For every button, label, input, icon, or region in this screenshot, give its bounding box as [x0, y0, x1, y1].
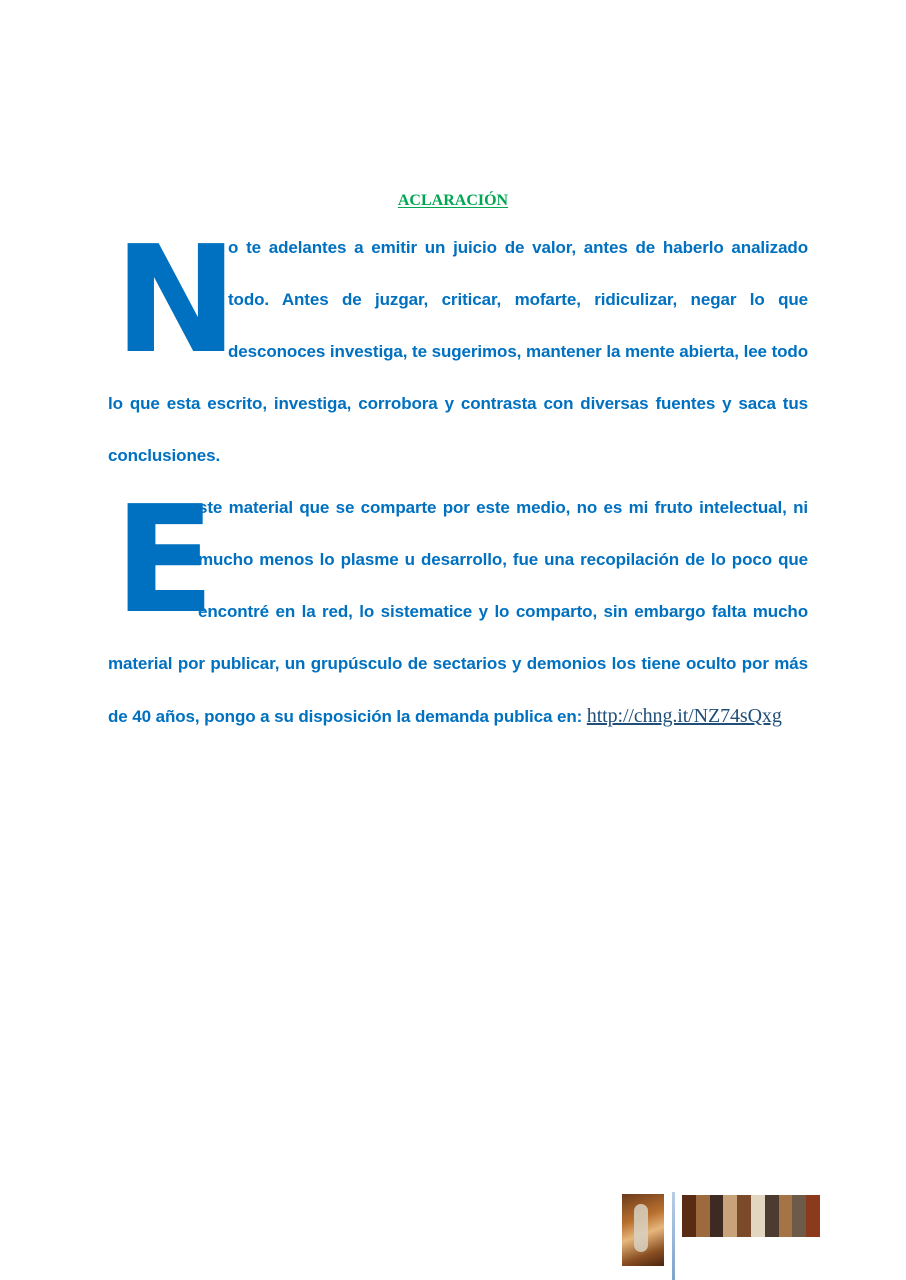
page-heading: ACLARACIÓN	[397, 192, 509, 209]
paragraph-notice	[108, 214, 808, 482]
footer-divider	[672, 1192, 675, 1280]
paragraph-material	[108, 474, 808, 743]
footer-image-collage	[682, 1195, 820, 1237]
dropcap-letter: N	[114, 214, 238, 386]
petition-link[interactable]: http://chng.it/NZ74sQxg	[586, 705, 782, 727]
paragraph-text: ste material que se comparte por este medio, no es mi fruto intelectual, ni mucho menos lo plasme u desarrollo, fue una recopilación de lo poco que encontré en la red, lo sistematice y lo comparto, sin embargo falta mucho material por publicar, un grupúsculo de sectarios y demonios los tiene oculto por más de 40 años, pongo a su disposición la demanda publica en:	[108, 498, 808, 726]
figure-silhouette	[634, 1204, 648, 1252]
dropcap-letter: E	[114, 474, 215, 646]
paragraph-text: o te adelantes a emitir un juicio de valor, antes de haberlo analizado todo. Antes de juzgar, criticar, mofarte, ridiculizar, negar lo que desconoces investiga, te sugerimos, mantener la mente abierta, lee todo lo que esta escrito, investiga, corrobora y contrasta con diversas fuentes y saca tus conclusiones.	[108, 238, 808, 465]
footer-image-figure	[622, 1194, 664, 1266]
